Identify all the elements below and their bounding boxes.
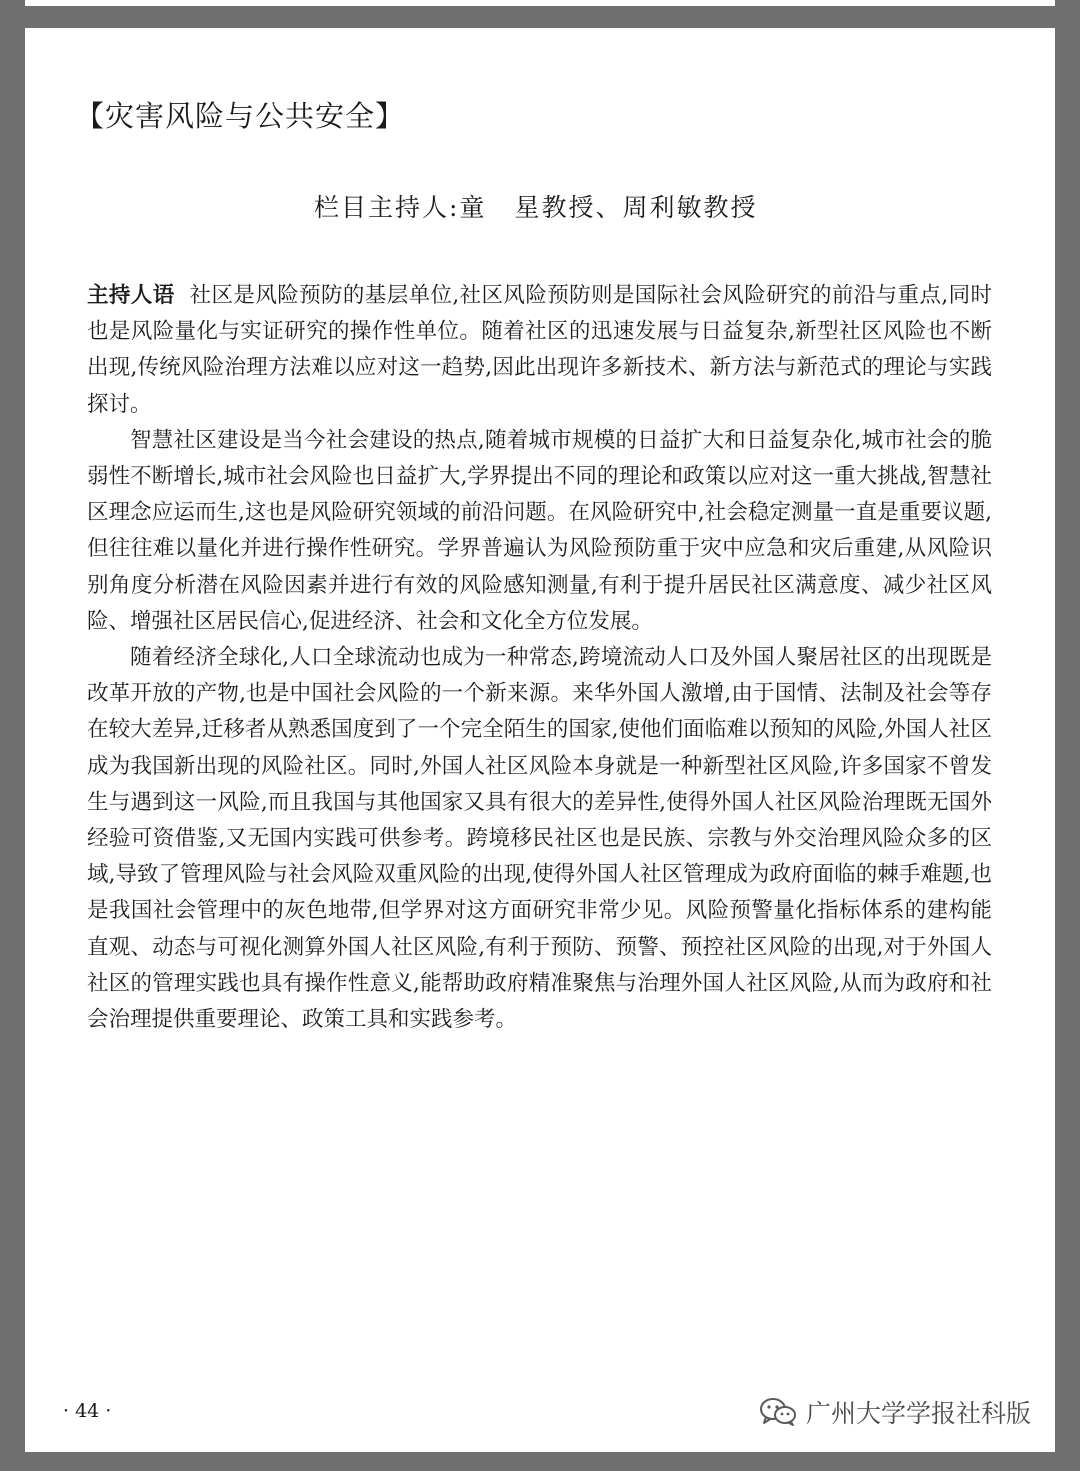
paragraph-2: 智慧社区建设是当今社会建设的热点,随着城市规模的日益扩大和日益复杂化,城市社会的脆弱性不断增长,城市社会风险也日益扩大,学界提出不同的理论和政策以应对这一重大挑战,智慧社区理念应运而生,这也是风险研究领域的前沿问题。在风险研究中,社会稳定测量一直是重要议题,但往往难以量化并进行操作性研究。学界普遍认为风险预防重于灾中应急和灾后重建,从风险识别角度分析潜在风险因素并进行有效的风险感知测量,有利于提升居民社区满意度、减少社区风险、增强社区居民信心,促进经济、社会和文化全方位发展。 — [87, 427, 992, 634]
paragraph-1-text: 社区是风险预防的基层单位,社区风险预防则是国际社会风险研究的前沿与重点,同时也是风险量化与实证研究的操作性单位。随着社区的迅速发展与日益复杂,新型社区风险也不断出现,传统风险治理方法难以应对这一趋势,因此出现许多新技术、新方法与新范式的理论与实践探讨。 — [87, 283, 992, 417]
watermark-text: 广州大学学报社科版 — [806, 1399, 1032, 1428]
host-line-suffix: 星教授、周利敏教授 — [514, 193, 758, 222]
page-number: · 44 · — [63, 1400, 112, 1422]
previous-page-edge — [25, 0, 1055, 6]
article-body — [87, 278, 992, 1038]
section-title: 【灾害风险与公共安全】 — [75, 99, 406, 133]
host-line-prefix: 栏目主持人:童 — [314, 193, 487, 222]
column-host-line — [314, 188, 757, 224]
wechat-icon — [758, 1397, 798, 1427]
paragraph-1 — [87, 278, 992, 423]
journal-page — [25, 28, 1055, 1452]
host-remarks-label: 主持人语 — [87, 283, 175, 308]
watermark — [758, 1394, 1031, 1430]
paragraph-3: 随着经济全球化,人口全球流动也成为一种常态,跨境流动人口及外国人聚居社区的出现既是改革开放的产物,也是中国社会风险的一个新来源。来华外国人激增,由于国情、法制及社会等存在较大差异,迁移者从熟悉国度到了一个完全陌生的国家,使他们面临难以预知的风险,外国人社区成为我国新出现的风险社区。同时,外国人社区风险本身就是一种新型社区风险,许多国家不曾发生与遇到这一风险,而且我国与其他国家又具有很大的差异性,使得外国人社区风险治理既无国外经验可资借鉴,又无国内实践可供参考。跨境移民社区也是民族、宗教与外交治理风险众多的区域,导致了管理风险与社会风险双重风险的出现,使得外国人社区管理成为政府面临的棘手难题,也是我国社会管理中的灰色地带,但学界对这方面研究非常少见。风险预警量化指标体系的建构能直观、动态与可视化测算外国人社区风险,有利于预防、预警、预控社区风险的出现,对于外国人社区的管理实践也具有操作性意义,能帮助政府精准聚焦与治理外国人社区风险,从而为政府和社会治理提供重要理论、政策工具和实践参考。 — [87, 645, 992, 1033]
